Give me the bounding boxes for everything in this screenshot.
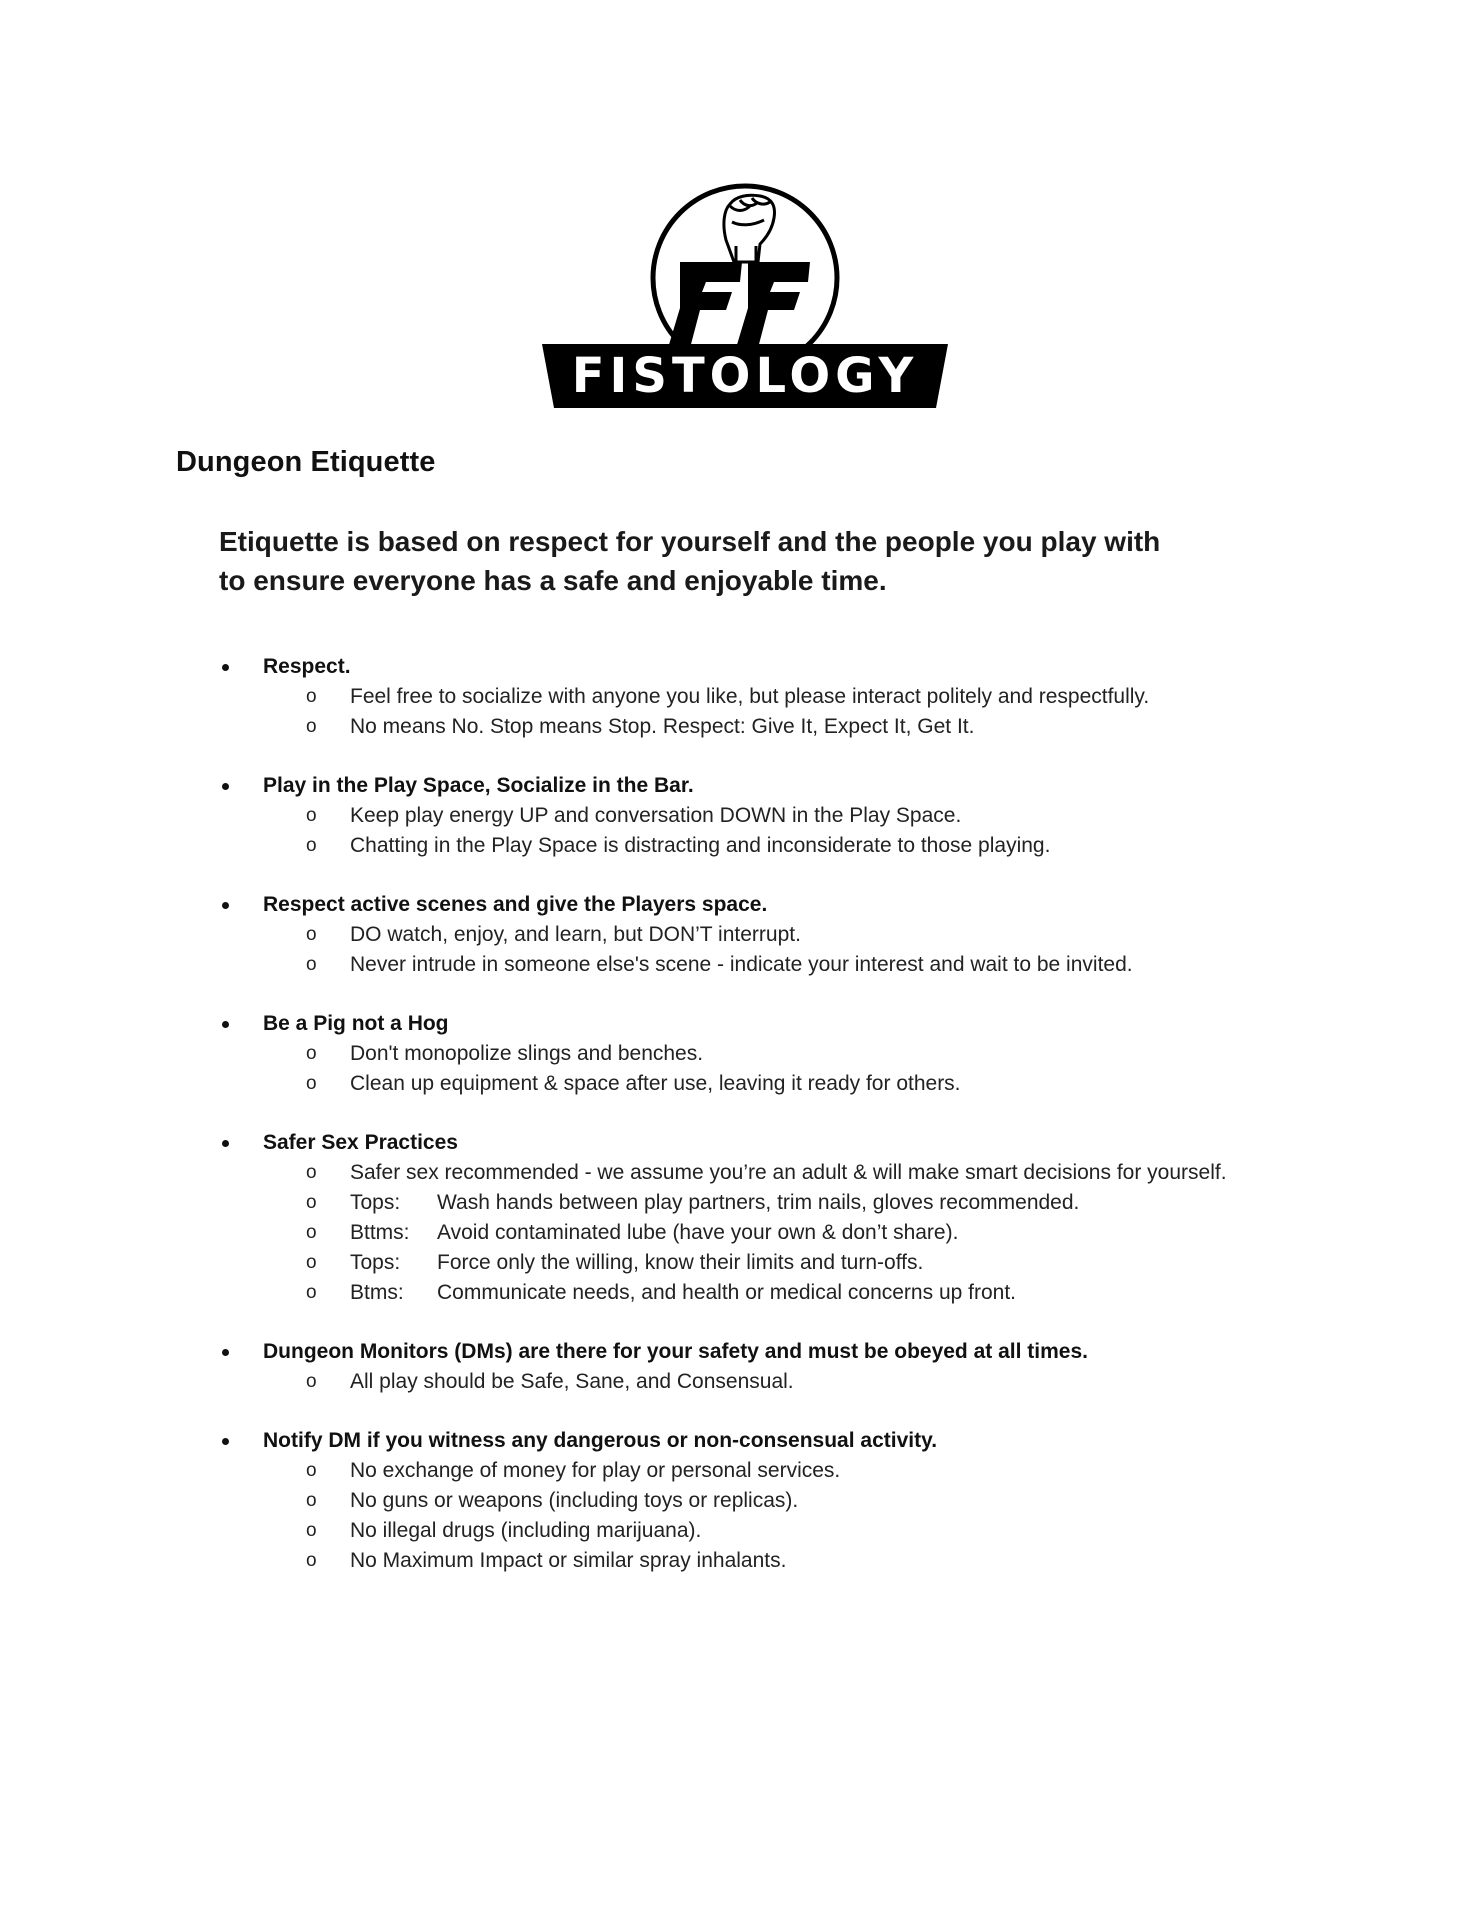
sub-item-role: Btms: — [350, 1281, 404, 1304]
sub-item-role: Tops: — [350, 1251, 401, 1274]
rule-section — [0, 771, 1484, 861]
page-title: Dungeon Etiquette — [176, 446, 436, 478]
rule-title: Notify DM if you witness any dangerous or non-consensual activity. — [263, 1429, 938, 1452]
rule-sub-item — [0, 1188, 1484, 1218]
rule-sub-item — [0, 1069, 1484, 1099]
intro-statement — [219, 522, 1239, 600]
rule-sub-item — [0, 831, 1484, 861]
rule-sub-item — [0, 950, 1484, 980]
rule-section — [0, 1128, 1484, 1308]
sub-item-text: Never intrude in someone else's scene - indicate your interest and wait to be invited. — [350, 953, 1133, 976]
sub-bullet-icon: o — [306, 686, 317, 707]
rule-sub-item — [0, 1218, 1484, 1248]
bullet-icon — [222, 664, 229, 671]
rule-section — [0, 1337, 1484, 1397]
sub-item-text: Communicate needs, and health or medical concerns up front. — [437, 1281, 1016, 1304]
rule-sub-item — [0, 1039, 1484, 1069]
sub-item-role: Tops: — [350, 1191, 401, 1214]
sub-item-text: Avoid contaminated lube (have your own & don’t share). — [437, 1221, 959, 1244]
sub-bullet-icon: o — [306, 1162, 317, 1183]
sub-item-text: Feel free to socialize with anyone you like, but please interact politely and respectfully. — [350, 685, 1150, 708]
sub-item-text: Force only the willing, know their limits and turn-offs. — [437, 1251, 924, 1274]
sub-bullet-icon: o — [306, 1252, 317, 1273]
rule-sub-item — [0, 1456, 1484, 1486]
sub-bullet-icon: o — [306, 1192, 317, 1213]
sub-bullet-icon: o — [306, 805, 317, 826]
sub-item-text: No means No. Stop means Stop. Respect: Give It, Expect It, Get It. — [350, 715, 975, 738]
sub-bullet-icon: o — [306, 1043, 317, 1064]
rule-title: Play in the Play Space, Socialize in the Bar. — [263, 774, 694, 797]
sub-item-text: Safer sex recommended - we assume you’re an adult & will make smart decisions for yourself. — [350, 1161, 1227, 1184]
rule-sub-list — [0, 1158, 1484, 1308]
rule-sub-item — [0, 1278, 1484, 1308]
sub-item-text: Chatting in the Play Space is distracting and inconsiderate to those playing. — [350, 834, 1051, 857]
sub-bullet-icon: o — [306, 1371, 317, 1392]
rule-sub-list — [0, 682, 1484, 742]
intro-line-1: Etiquette is based on respect for yourself and the people you play with — [219, 526, 1161, 557]
rule-sub-item — [0, 682, 1484, 712]
bullet-icon — [222, 783, 229, 790]
rule-title: Respect. — [263, 655, 351, 678]
fistology-logo-graphic — [540, 176, 950, 416]
rule-section — [0, 652, 1484, 742]
rule-sub-item — [0, 1248, 1484, 1278]
sub-item-text: Don't monopolize slings and benches. — [350, 1042, 704, 1065]
rule-title: Be a Pig not a Hog — [263, 1012, 449, 1035]
sub-bullet-icon: o — [306, 835, 317, 856]
bullet-icon — [222, 1021, 229, 1028]
rule-title: Dungeon Monitors (DMs) are there for your safety and must be obeyed at all times. — [263, 1340, 1088, 1363]
sub-item-text: No exchange of money for play or personal services. — [350, 1459, 841, 1482]
rule-section — [0, 890, 1484, 980]
sub-bullet-icon: o — [306, 1460, 317, 1481]
intro-line-2: to ensure everyone has a safe and enjoyable time. — [219, 565, 887, 596]
rule-sub-list — [0, 920, 1484, 980]
sub-item-text: All play should be Safe, Sane, and Consensual. — [350, 1370, 794, 1393]
sub-item-text: No Maximum Impact or similar spray inhalants. — [350, 1549, 787, 1572]
sub-bullet-icon: o — [306, 954, 317, 975]
rule-sub-item — [0, 1486, 1484, 1516]
bullet-icon — [222, 1349, 229, 1356]
fistology-logo — [540, 176, 950, 416]
bullet-icon — [222, 902, 229, 909]
logo-wordmark: FISTOLOGY — [571, 348, 919, 404]
sub-item-text: No illegal drugs (including marijuana). — [350, 1519, 702, 1542]
sub-bullet-icon: o — [306, 1490, 317, 1511]
rule-sub-list — [0, 1367, 1484, 1397]
bullet-icon — [222, 1140, 229, 1147]
rule-sub-item — [0, 801, 1484, 831]
rule-title: Respect active scenes and give the Players space. — [263, 893, 768, 916]
sub-bullet-icon: o — [306, 1073, 317, 1094]
sub-item-text: Keep play energy UP and conversation DOWN in the Play Space. — [350, 804, 962, 827]
sub-item-text: DO watch, enjoy, and learn, but DON’T interrupt. — [350, 923, 801, 946]
sub-bullet-icon: o — [306, 924, 317, 945]
sub-item-text: No guns or weapons (including toys or replicas). — [350, 1489, 799, 1512]
rule-sub-item — [0, 920, 1484, 950]
rule-sub-list — [0, 1456, 1484, 1576]
bullet-icon — [222, 1438, 229, 1445]
sub-bullet-icon: o — [306, 1222, 317, 1243]
rule-sub-item — [0, 1546, 1484, 1576]
rule-sub-list — [0, 1039, 1484, 1099]
rule-section — [0, 1426, 1484, 1576]
rule-section — [0, 1009, 1484, 1099]
sub-item-text: Wash hands between play partners, trim nails, gloves recommended. — [437, 1191, 1080, 1214]
rule-sub-item — [0, 1367, 1484, 1397]
rule-sub-list — [0, 801, 1484, 861]
rule-title: Safer Sex Practices — [263, 1131, 458, 1154]
sub-bullet-icon: o — [306, 716, 317, 737]
sub-bullet-icon: o — [306, 1282, 317, 1303]
sub-item-text: Clean up equipment & space after use, leaving it ready for others. — [350, 1072, 961, 1095]
sub-bullet-icon: o — [306, 1550, 317, 1571]
sub-item-role: Bttms: — [350, 1221, 410, 1244]
sub-bullet-icon: o — [306, 1520, 317, 1541]
rule-sub-item — [0, 712, 1484, 742]
etiquette-rules-list — [0, 652, 1484, 1605]
rule-sub-item — [0, 1516, 1484, 1546]
rule-sub-item — [0, 1158, 1484, 1188]
